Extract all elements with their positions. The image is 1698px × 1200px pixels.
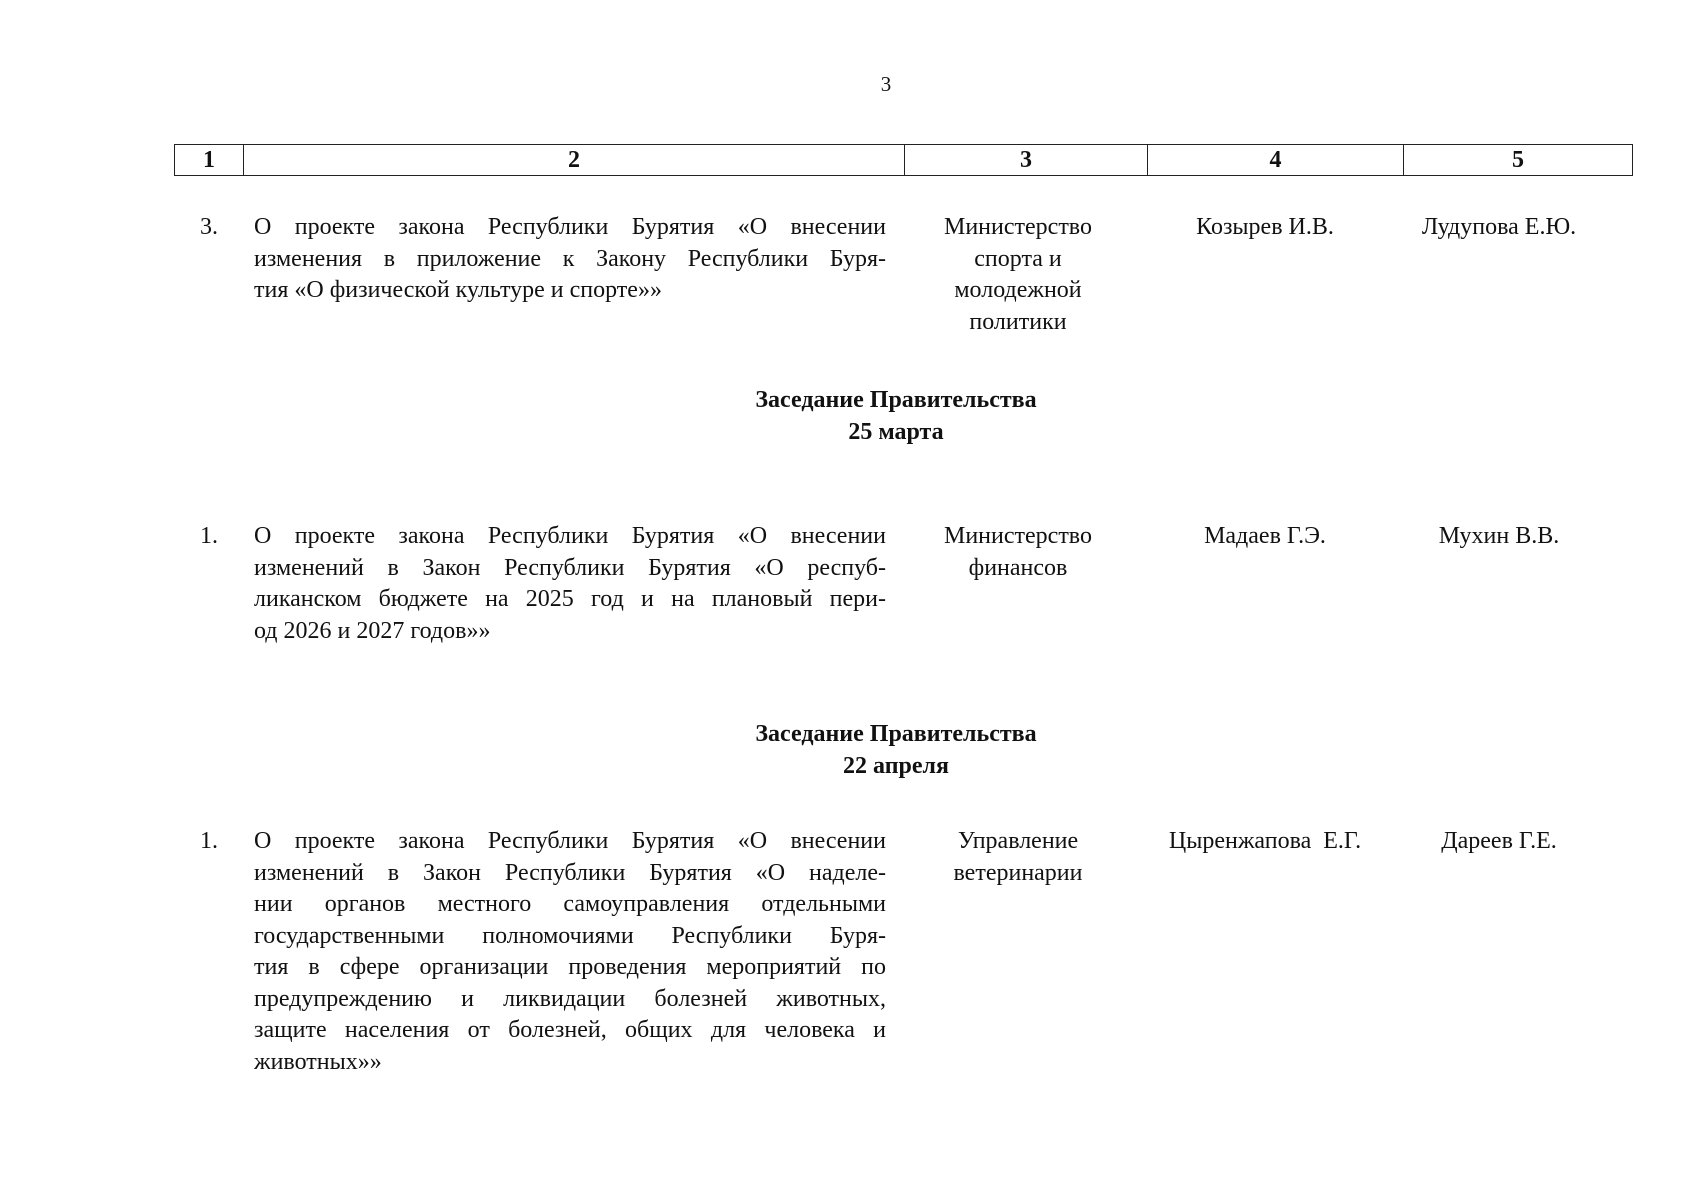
- department-line: Министерство: [944, 214, 1092, 240]
- department-line: финансов: [968, 554, 1068, 581]
- department-line: политики: [969, 308, 1067, 335]
- item-title-line: ликанском бюджете на 2025 год и на плановый пери-: [254, 586, 886, 612]
- item-title-line: О проекте закона Республики Бурятия «О внесении: [254, 828, 886, 854]
- section-title: Заседание Правительства: [755, 721, 1037, 747]
- item-title-line: защите населения от болезней, общих для человека и: [254, 1017, 886, 1043]
- item-curator: Мухин В.В.: [1438, 523, 1560, 549]
- item-title: [254, 826, 886, 1078]
- item-title-line: изменений в Закон Республики Бурятия «О респуб-: [254, 554, 886, 581]
- item-number: 3.: [200, 214, 218, 240]
- item-number: 1.: [200, 523, 218, 549]
- header-cell-1: 1: [175, 145, 244, 176]
- header-cell-5: 5: [1404, 145, 1633, 176]
- item-department: [902, 521, 1134, 584]
- header-cell-2: 2: [244, 145, 905, 176]
- item-title: [254, 212, 886, 307]
- header-cell-3: 3: [905, 145, 1148, 176]
- item-curator: Дареев Г.Е.: [1441, 828, 1557, 854]
- item-department: [902, 826, 1134, 889]
- header-row: [175, 145, 1633, 176]
- section-heading: [174, 384, 1618, 448]
- item-title-line: О проекте закона Республики Бурятия «О внесении: [254, 523, 886, 549]
- item-title-line: изменений в Закон Республики Бурятия «О наделе-: [254, 859, 886, 886]
- item-responsible: Цыренжапова Е.Г.: [1168, 828, 1362, 854]
- item-number: 1.: [200, 828, 218, 854]
- department-line: Министерство: [944, 523, 1092, 549]
- department-line: спорта и: [974, 245, 1062, 272]
- item-title-line: О проекте закона Республики Бурятия «О внесении: [254, 214, 886, 240]
- item-title-line: животных»»: [254, 1048, 382, 1075]
- section-date: 22 апреля: [843, 753, 949, 779]
- department-line: молодежной: [954, 277, 1082, 303]
- section-heading: [174, 718, 1618, 782]
- department-line: Управление: [957, 828, 1079, 854]
- item-title-line: нии органов местного самоуправления отдельными: [254, 891, 886, 917]
- item-curator: Лудупова Е.Ю.: [1421, 214, 1577, 240]
- column-header-table: [174, 144, 1633, 176]
- item-title-line: тия «О физической культуре и спорте»»: [254, 277, 662, 303]
- item-title: [254, 521, 886, 647]
- section-date: 25 марта: [848, 419, 944, 445]
- header-cell-4: 4: [1148, 145, 1404, 176]
- item-title-line: тия в сфере организации проведения мероприятий по: [254, 954, 886, 980]
- item-title-line: предупреждению и ликвидации болезней животных,: [254, 985, 886, 1012]
- item-title-line: од 2026 и 2027 годов»»: [254, 617, 491, 644]
- department-line: ветеринарии: [953, 859, 1083, 886]
- item-responsible: Мадаев Г.Э.: [1204, 523, 1326, 549]
- page-number: 3: [880, 72, 892, 96]
- item-title-line: государственными полномочиями Республики Буря-: [254, 922, 886, 949]
- item-responsible: Козырев И.В.: [1196, 214, 1334, 240]
- item-department: [902, 212, 1134, 338]
- section-title: Заседание Правительства: [755, 387, 1037, 413]
- item-title-line: изменения в приложение к Закону Республики Буря-: [254, 245, 886, 272]
